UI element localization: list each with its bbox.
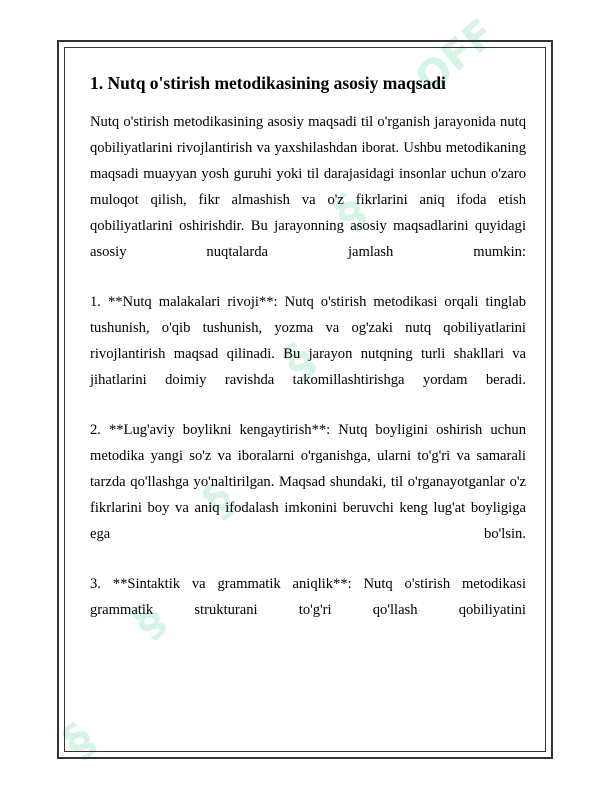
intro-paragraph: Nutq o'stirish metodikasining asosiy maqsadi til o'rganish jarayonida nutq qobiliyatlarini rivojlantirish va yaxshilashdan iborat. Ushbu metodikaning maqsadi muayyan yosh guruhi yoki til darajasidagi insonlar uchun o'zaro muloqot qilish, fikr almashish va o'z fikrlarini aniq ifoda etish qobiliyatlarini oshirishdir. Bu jarayonning asosiy maqsadlarini quyidagi asosiy nuqtalarda jamlash mumkin:	[90, 114, 526, 260]
watermark-mark-3: §	[272, 332, 325, 389]
watermark-mark-1: OFF	[406, 10, 505, 103]
watermark-mark-6: §	[52, 712, 105, 769]
section-heading: 1. Nutq o'stirish metodikasining asosiy maqsadi	[90, 73, 446, 93]
document-body	[90, 70, 526, 647]
watermark-mark-4: §	[192, 472, 245, 529]
watermark-mark-5: §	[122, 592, 175, 649]
list-item-paragraph: 2. **Lug'aviy boylikni kengaytirish**: Nutq boyligini oshirish uchun metodika yangi so'z va iboralarni o'rganishga, ularni to'g'ri va samarali tarzda qo'llashga yo'naltirilgan. Maqsad shundaki, til o'rganayotganlar o'z fikrlarini boy va aniq ifodalash imkonini beruvchi keng lug'at boyligiga ega bo'lsin.	[90, 422, 526, 542]
watermark-mark-2: §	[322, 182, 375, 239]
list-item-paragraph: 3. **Sintaktik va grammatik aniqlik**: Nutq o'stirish metodikasi grammatik strukturani to'g'ri qo'llash qobiliyatini	[90, 576, 526, 618]
list-item-paragraph: 1. **Nutq malakalari rivoji**: Nutq o'stirish metodikasi orqali tinglab tushunish, o'qib tushunish, yozma va og'zaki nutq qobiliyatlarini rivojlantirish maqsad qilinadi. Bu jarayon nutqning turli shakllari va jihatlarini doimiy ravishda takomillashtirishga yordam beradi.	[90, 294, 526, 388]
